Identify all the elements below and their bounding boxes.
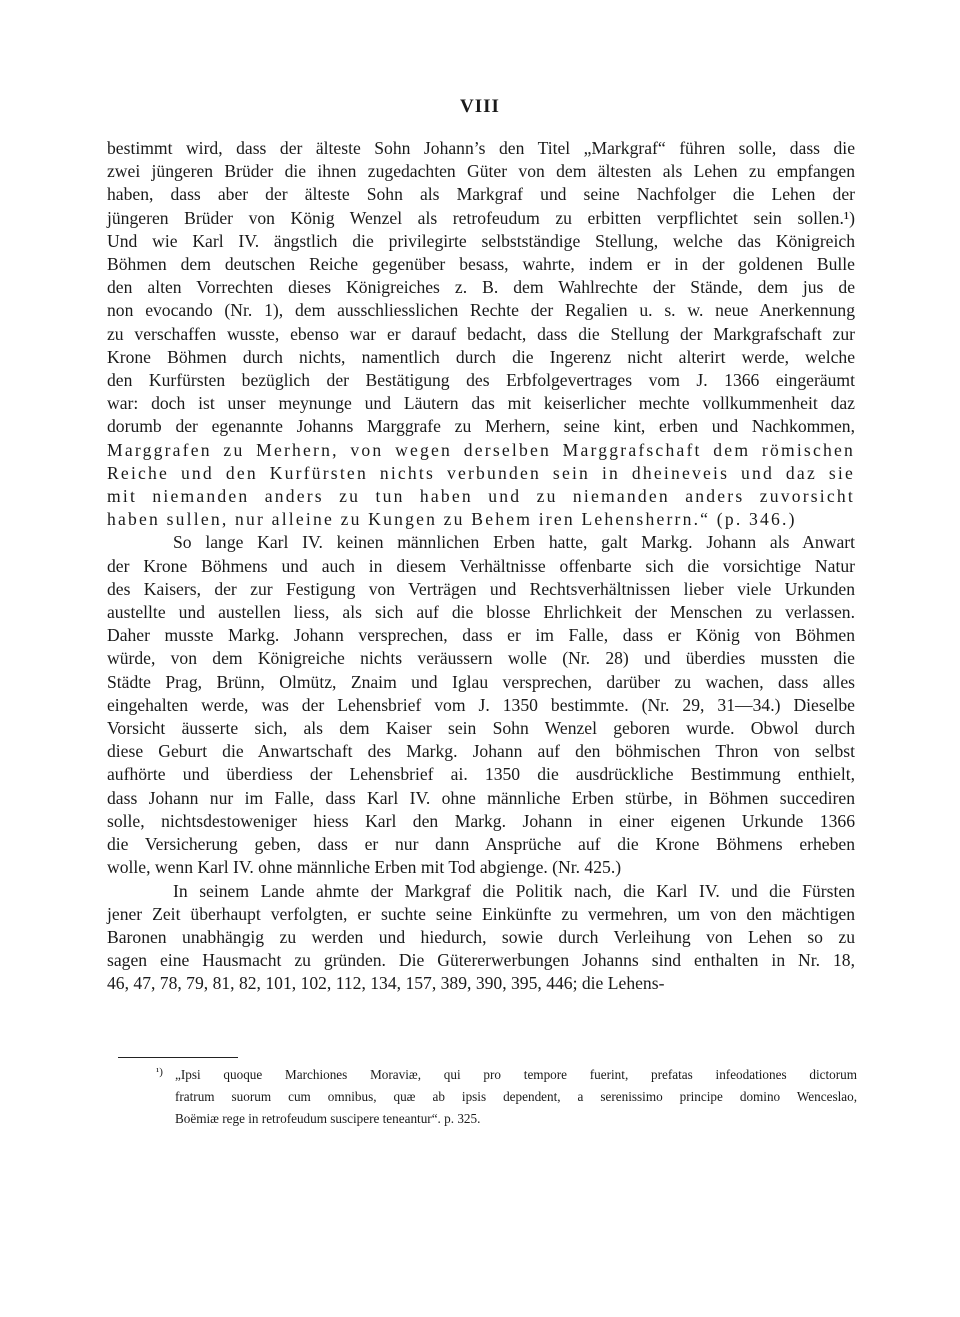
footnote-divider [118, 1057, 238, 1058]
text-line: zwei jüngeren Brüder die ihnen zugedachten Güter von dem ältesten als Lehen zu empfangen [107, 161, 855, 182]
text-line: jener Zeit überhaupt verfolgten, er suchte seine Einkünfte zu vermehren, um von den mächtigen [107, 903, 855, 924]
text-line: den Kurfürsten bezüglich der Bestätigung des Erbfolgevertrages vom J. 1366 eingeräumt [107, 370, 855, 391]
footnote-line: „Ipsi quoque Marchiones Moraviæ, qui pro tempore fuerint, prefatas infeodationes dictorum [175, 1067, 857, 1082]
text-line: die Versicherung geben, dass er nur dann Ansprüche auf die Krone Böhmens erheben [107, 834, 855, 855]
text-line: Reiche und den Kurfürsten nichts verbunden sein in dheineveis und daz sie [107, 462, 855, 483]
text-line: So lange Karl IV. keinen männlichen Erben hatte, galt Markg. Johann als Anwart [173, 532, 855, 553]
text-line: Daher musste Markg. Johann versprechen, dass er im Falle, dass er König von Böhmen [107, 625, 855, 646]
text-line: des Kaisers, der zur Festigung von Verträgen und Rechtsverhältnissen lieber viele Urkunden [107, 578, 855, 599]
text-line: haben, dass aber der älteste Sohn als Markgraf und seine Nachfolger die Lehen der [107, 184, 855, 205]
text-line: der Krone Böhmens und auch in diesem Verhältnisse offenbarte sich die vorsichtige Natur [107, 555, 855, 576]
text-line: war: doch ist unser meynunge und Läutern das mit keiserlicher mechte vollkummenheit daz [107, 393, 855, 414]
paragraph-1 [107, 137, 855, 531]
footnote-line: fratrum suorum cum omnibus, quæ ab ipsis dependent, a serenissimo principe domino Wenceslao, [175, 1089, 857, 1104]
body-text [107, 137, 855, 996]
text-line: den alten Vorrechten dieses Königreiches z. B. dem Wahlrechte der Stände, dem jus de [107, 277, 855, 298]
paragraph-2 [107, 531, 855, 879]
text-line: jüngeren Brüder von König Wenzel als retrofeudum zu erbitten verpflichtet sein sollen.¹) [107, 207, 855, 228]
text-line: Baronen unabhängig zu werden und hiedurch, sowie durch Verleihung von Lehen so zu [107, 926, 855, 947]
text-line: 46, 47, 78, 79, 81, 82, 101, 102, 112, 134, 157, 389, 390, 395, 446; die Lehens- [107, 973, 665, 994]
text-line: haben sullen, nur alleine zu Kungen zu Behem iren Lehensherrn.“ (p. 346.) [107, 509, 797, 530]
text-line: wolle, wenn Karl IV. ohne männliche Erben mit Tod abgienge. (Nr. 425.) [107, 857, 622, 878]
text-line: dass Johann nur im Falle, dass Karl IV. ohne männliche Erben stürbe, in Böhmen succediren [107, 787, 855, 808]
text-line: würde, von dem Königreiche nichts veräussern wolle (Nr. 28) und überdies mussten die [107, 648, 855, 669]
footnote-line: Boëmiæ rege in retrofeudum suscipere teneantur“. p. 325. [175, 1111, 481, 1126]
text-line: bestimmt wird, dass der älteste Sohn Johann’s den Titel „Markgraf“ führen solle, dass die [107, 138, 855, 158]
text-line: Städte Prag, Brünn, Olmütz, Znaim und Iglau versprechen, darüber zu wachen, dass alles [107, 671, 855, 692]
text-line: non evocando (Nr. 1), dem ausschliesslichen Rechte der Regalien u. s. w. neue Anerkennung [107, 300, 855, 321]
text-line: zu verschaffen wusste, ebenso war er darauf bedacht, dass die Stellung der Markgrafschaft zur [107, 323, 855, 344]
text-line: eingehalten werde, was der Lehensbrief vom J. 1350 bestimmte. (Nr. 29, 31—34.) Dieselbe [107, 694, 855, 715]
text-line: austellte und austellen liess, als sich auf die blosse Ehrlichkeit der Menschen zu verlassen. [107, 602, 855, 623]
text-line: Und wie Karl IV. ängstlich die privilegirte selbstständige Stellung, welche das Königreich [107, 230, 855, 251]
text-line: In seinem Lande ahmte der Markgraf die Politik nach, die Karl IV. und die Fürsten [173, 880, 855, 901]
text-line: Marggrafen zu Merhern, von wegen derselben Marggrafschaft dem römischen [107, 439, 855, 460]
text-line: sagen eine Hausmacht zu gründen. Die Gütererwerbungen Johanns sind enthalten in Nr. 18, [107, 950, 855, 971]
text-line: dorumb der egenannte Johanns Marggrafe zu Merhern, seine kint, erben und Nachkommen, [107, 416, 855, 437]
footnote-marker: ¹) [156, 1066, 163, 1078]
text-line: solle, nichtsdestoweniger hiess Karl den Markg. Johann in einer eigenen Urkunde 1366 [107, 810, 855, 831]
text-line: Krone Böhmen durch nichts, namentlich durch die Ingerenz nicht alterirt werde, welche [107, 346, 855, 367]
text-line: Böhmen dem deutschen Reiche gegenüber besass, wahrte, indem er in der goldenen Bulle [107, 254, 855, 275]
text-line: mit niemanden anders zu tun haben und zu niemanden anders zuvorsicht [107, 486, 855, 507]
page-number: VIII [460, 96, 500, 117]
footnote-text [175, 1064, 857, 1130]
text-line: Vorsicht äusserte sich, als dem Kaiser sein Sohn Wenzel geboren wurde. Obwol durch [107, 718, 855, 739]
paragraph-3 [107, 880, 855, 996]
text-line: diese Geburt die Anwartschaft des Markg. Johann auf den böhmischen Thron von selbst [107, 741, 855, 762]
text-line: aufhörte und überdiess der Lehensbrief ai. 1350 die ausdrückliche Bestimmung enthielt, [107, 764, 855, 785]
footnote [156, 1064, 857, 1130]
